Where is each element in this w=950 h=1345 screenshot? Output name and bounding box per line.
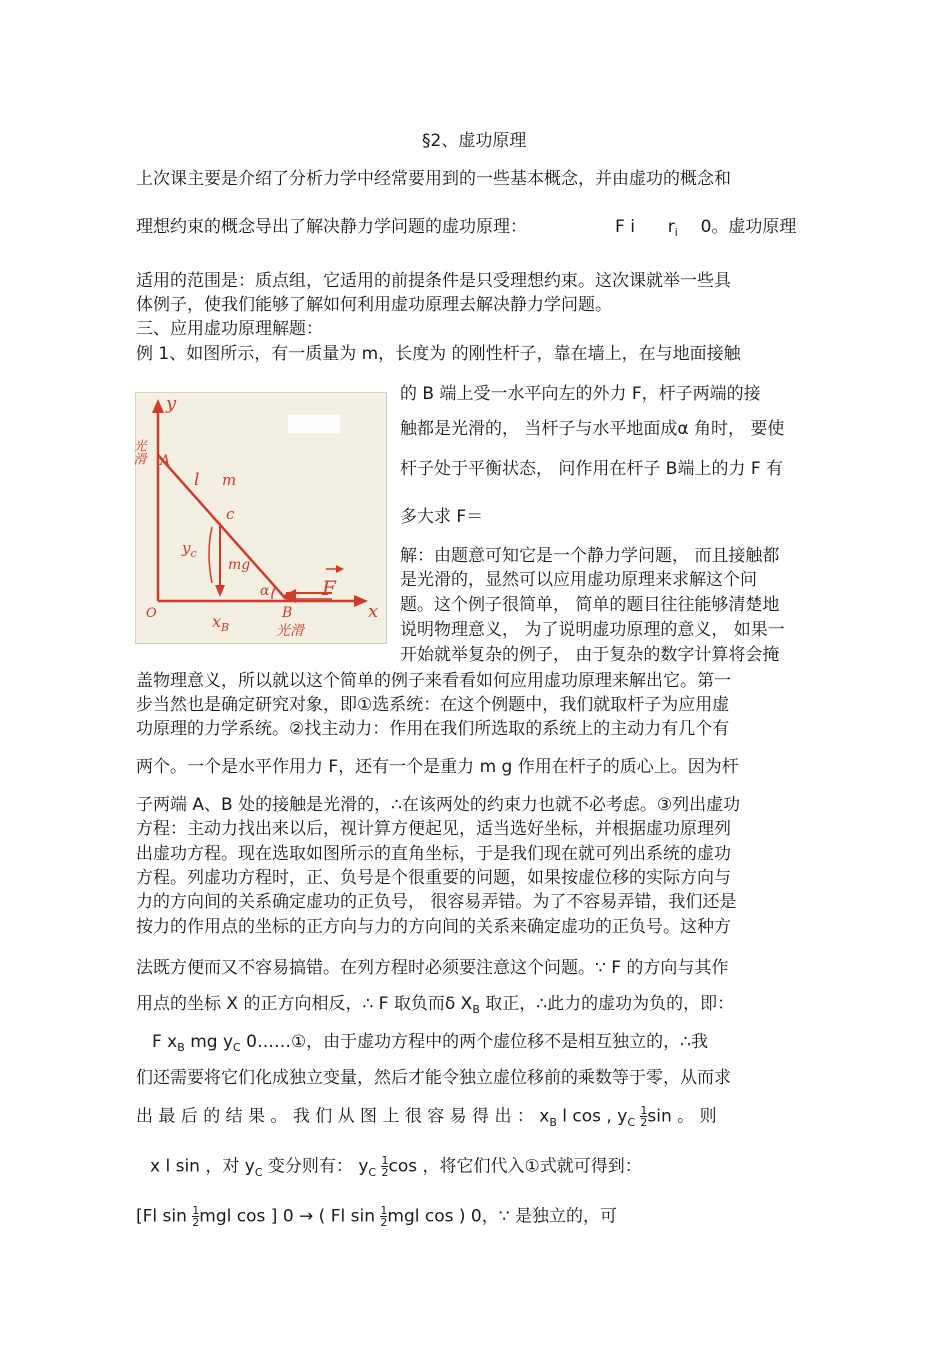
weight-label: mg: [228, 557, 251, 573]
paragraph-line: 适用的范围是：质点组，它适用的前提条件是只受理想约束。这次课就举一些具: [136, 271, 731, 291]
subscript: B: [177, 1041, 185, 1054]
paragraph-line: 开始就举复杂的例子， 由于复杂的数字计算将会掩: [400, 645, 780, 665]
paragraph-line: 触都是光滑的， 当杆子与水平地面成α 角时， 要使: [400, 419, 785, 439]
y-axis-arrow: [152, 399, 164, 413]
formula-r: r: [667, 217, 675, 237]
text-run: x l sin ，对 y: [150, 1156, 255, 1177]
smooth-floor-label: 光滑: [276, 623, 304, 639]
origin-label: O: [146, 606, 157, 621]
half-fraction: $\frac{1}{2}$: [640, 1104, 648, 1129]
paragraph-line: 的 B 端上受一水平向左的外力 F，杆子两端的接: [400, 384, 761, 404]
point-b-label: B: [282, 605, 293, 621]
paragraph-line: 例 1、如图所示，有一质量为 m，长度为 的刚性杆子，靠在墙上，在与地面接触: [136, 344, 741, 364]
text-run: mg y: [184, 1032, 234, 1052]
equation-line: [150, 1155, 642, 1180]
page-title: §2、虚功原理: [422, 131, 527, 151]
rod-diagram: [130, 393, 386, 643]
subscript: C: [627, 1115, 635, 1129]
equation-line: [152, 1031, 708, 1055]
text-run: cos ，将它们代入①式就可得到：: [388, 1156, 642, 1177]
paragraph-line: 按力的作用点的坐标的正方向与力的方向间的关系来确定虚功的正负号。这种方: [136, 917, 731, 937]
formula-ri-sub: i: [674, 226, 678, 239]
point-a-label: A: [160, 453, 171, 469]
paragraph-line: 多大求 F＝: [400, 507, 484, 527]
x-axis-arrow: [354, 595, 368, 607]
subscript: C: [368, 1165, 377, 1179]
half-fraction: $\frac{1}{2}$: [192, 1204, 200, 1229]
text-run: 取正，∴此力的虚功为负的，即：: [479, 994, 735, 1014]
text-run: l cos , y: [556, 1106, 628, 1127]
xb-label: $x_B$: [212, 612, 230, 634]
paragraph-line: 方程。列虚功方程时，正、负号是个很重要的问题，如果按虚位移的实际方向与: [136, 868, 731, 888]
paragraph-line: 出虚功方程。现在选取如图所示的直角坐标，于是我们现在就可列出系统的虚功: [136, 844, 731, 864]
paragraph-line: 力的方向间的关系确定虚功的正负号， 很容易弄错。为了不容易弄错，我们还是: [136, 892, 737, 912]
paragraph-line: 是光滑的，显然可以应用虚功原理来求解这个问: [400, 570, 757, 590]
x-axis-label: x: [368, 601, 379, 622]
text-run: 理想约束的概念导出了解决静力学问题的虚功原理：: [136, 217, 527, 237]
text-run: F x: [152, 1032, 178, 1052]
subscript: C: [233, 1041, 241, 1054]
paragraph-line: [136, 993, 734, 1017]
section-heading: 三、应用虚功原理解题：: [136, 319, 323, 339]
subscript: B: [472, 1003, 480, 1016]
paragraph-line: 们还需要将它们化成独立变量，然后才能令独立虚位移前的乘数等于零，从而求: [136, 1068, 731, 1088]
text-run: mgl cos ) 0，∵ 是独立的，可: [387, 1206, 617, 1227]
rod-mass-label: m: [222, 471, 237, 489]
paragraph-line: 盖物理意义，所以就以这个简单的例子来看看如何应用虚功原理来解出它。第一: [136, 671, 731, 691]
force-vector-bar-arrow: [336, 565, 344, 573]
rod-length-label: l: [194, 470, 200, 490]
paragraph-line: 题。这个例子很简单， 简单的题目往往能够清楚地: [400, 595, 780, 615]
rod-diagram-figure: [130, 392, 387, 644]
yc-label: $y_c$: [182, 539, 197, 560]
paragraph-line: 功原理的力学系统。②找主动力：作用在我们所选取的系统上的主动力有几个有: [136, 719, 730, 739]
half-fraction: $\frac{1}{2}$: [381, 1154, 389, 1179]
paragraph-line: 杆子处于平衡状态， 问作用在杆子 B端上的力 F 有: [400, 459, 784, 479]
paragraph-line: 体例子，使我们能够了解如何利用虚功原理去解决静力学问题。: [136, 295, 612, 315]
paragraph-line: 步当然也是确定研究对象，即①选系统：在这个例题中，我们就取杆子为应用虚: [136, 695, 730, 715]
equation-line: [136, 1105, 717, 1130]
paragraph-line: 方程：主动力找出来以后，视计算方便起见，适当选好坐标，并根据虚功原理列: [136, 819, 731, 839]
paragraph-line: 法既方便而又不容易搞错。在列方程时必须要注意这个问题。∵ F 的方向与其作: [136, 958, 729, 978]
angle-arc: [272, 587, 276, 599]
formula-i: i: [630, 217, 635, 237]
text-run: 变分则有： y: [262, 1156, 369, 1177]
paragraph-line: 子两端 A、B 处的接触是光滑的，∴在该两处的约束力也就不必考虑。③列出虚功: [136, 795, 741, 815]
force-label: F: [322, 576, 336, 600]
weight-arrow: [215, 585, 225, 597]
equation-line: [136, 1205, 617, 1228]
subscript: B: [549, 1115, 557, 1129]
paragraph-line: 两个。一个是水平作用力 F，还有一个是重力 m g 作用在杆子的质心上。因为杆: [136, 757, 739, 777]
smooth-wall-label: 光滑: [130, 439, 146, 465]
text-run: 0……①，由于虚功方程中的两个虚位移不是相互独立的，∴我: [240, 1032, 708, 1052]
y-axis-label: y: [166, 393, 177, 414]
paragraph-line: [136, 216, 527, 238]
formula-zero: 0: [700, 217, 712, 237]
yc-brace: [209, 527, 212, 583]
text-run: [Fl sin: [136, 1206, 193, 1227]
virtual-work-formula: [615, 216, 796, 240]
formula-F: F: [615, 217, 625, 237]
text-run: mgl cos ] 0 → ( Fl sin: [199, 1206, 381, 1227]
text-run: 用点的坐标 X 的正方向相反，∴ F 取负而δ X: [136, 994, 473, 1014]
subscript: C: [254, 1165, 263, 1179]
text-run: 。虚功原理: [711, 217, 797, 237]
paragraph-line: 上次课主要是介绍了分析力学中经常要用到的一些基本概念，并由虚功的概念和: [136, 169, 731, 189]
text-run: sin 。 则: [647, 1106, 717, 1127]
angle-label: α: [260, 583, 270, 599]
point-c-label: c: [226, 505, 235, 523]
paragraph-line: 说明物理意义， 为了说明虚功原理的意义， 如果一: [400, 620, 785, 640]
text-run: 出 最 后 的 结 果 。 我 们 从 图 上 很 容 易 得 出 ： x: [136, 1106, 550, 1127]
half-fraction: $\frac{1}{2}$: [380, 1204, 388, 1229]
paragraph-line: 解：由题意可知它是一个静力学问题， 而且接触都: [400, 546, 780, 566]
photo-label-patch: [288, 415, 340, 433]
